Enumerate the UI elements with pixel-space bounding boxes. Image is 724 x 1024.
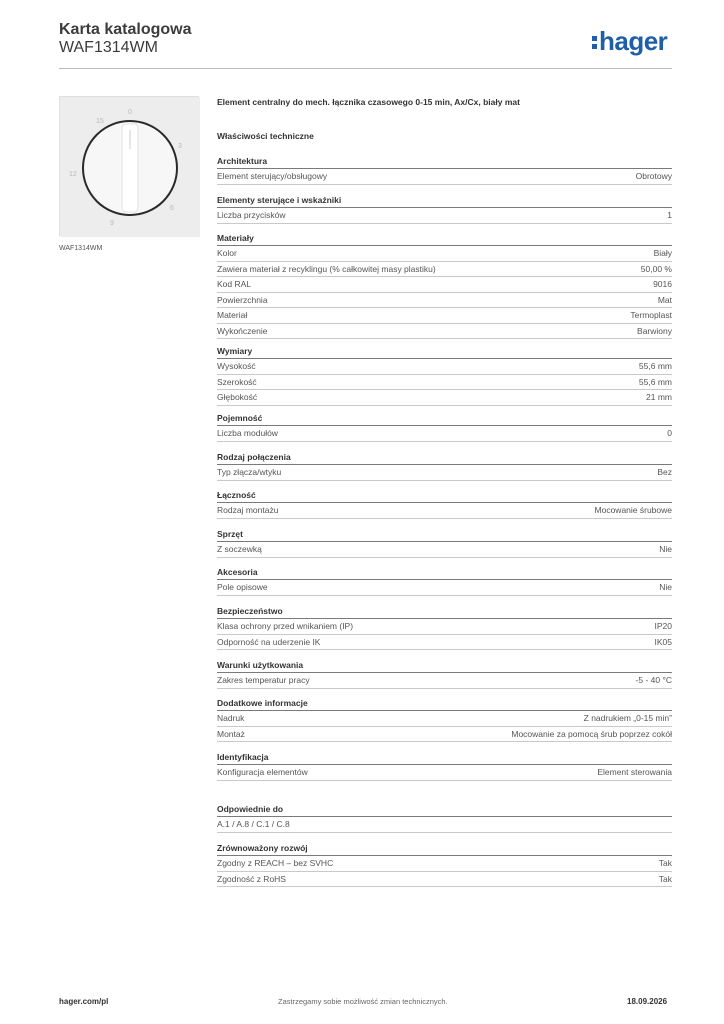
spec-label: Liczba modułów bbox=[217, 428, 278, 438]
spec-label: Montaż bbox=[217, 728, 245, 739]
section-title: Identyfikacja bbox=[217, 752, 269, 762]
spec-section bbox=[217, 803, 672, 833]
spec-label: Wysokość bbox=[217, 361, 256, 371]
spec-section bbox=[217, 155, 672, 185]
product-image bbox=[59, 96, 199, 236]
spec-value: 21 mm bbox=[646, 392, 672, 402]
logo-dots-icon bbox=[592, 35, 598, 51]
spec-value: Bez bbox=[657, 467, 672, 477]
spec-value: Biały bbox=[653, 248, 672, 258]
spec-row bbox=[217, 359, 672, 375]
spec-section bbox=[217, 489, 672, 519]
spec-label: Powierzchnia bbox=[217, 294, 268, 305]
spec-row bbox=[217, 580, 672, 596]
logo-text: hager bbox=[599, 26, 668, 56]
spec-label: Zgodność z RoHS bbox=[217, 873, 286, 884]
dial-label-0: 0 bbox=[128, 109, 132, 116]
spec-section bbox=[217, 528, 672, 558]
spec-label: Głębokość bbox=[217, 392, 258, 402]
spec-value: 50,00 % bbox=[640, 263, 672, 274]
spec-label: Kolor bbox=[217, 248, 237, 258]
spec-section bbox=[217, 232, 672, 339]
spec-value: IK05 bbox=[654, 636, 672, 647]
spec-label: Pole opisowe bbox=[217, 582, 268, 592]
dial-label-9: 9 bbox=[110, 220, 114, 227]
section-title: Rodzaj połączenia bbox=[217, 452, 291, 462]
spec-row bbox=[217, 246, 672, 262]
spec-value: Nie bbox=[659, 544, 672, 554]
spec-value: IP20 bbox=[654, 621, 672, 631]
section-title: Pojemność bbox=[217, 413, 263, 423]
header-divider bbox=[59, 68, 672, 69]
dial-label-15: 15 bbox=[96, 118, 104, 125]
spec-value: -5 - 40 °C bbox=[635, 675, 672, 685]
spec-row bbox=[217, 375, 672, 391]
spec-row bbox=[217, 169, 672, 185]
spec-value: Z nadrukiem „0-15 min” bbox=[583, 713, 672, 723]
spec-row bbox=[217, 208, 672, 224]
spec-label: Materiał bbox=[217, 310, 248, 320]
section-title: Dodatkowe informacje bbox=[217, 698, 308, 708]
footer-website: hager.com/pl bbox=[59, 997, 109, 1006]
spec-label: Szerokość bbox=[217, 376, 257, 387]
spec-value: Barwiony bbox=[637, 325, 672, 336]
spec-value: Termoplast bbox=[630, 310, 672, 320]
spec-section bbox=[217, 605, 672, 650]
spec-section bbox=[217, 697, 672, 742]
spec-label: Element sterujący/obsługowy bbox=[217, 171, 328, 181]
spec-label: Typ złącza/wtyku bbox=[217, 467, 282, 477]
spec-section bbox=[217, 659, 672, 689]
spec-label: Liczba przycisków bbox=[217, 210, 286, 220]
spec-section bbox=[217, 842, 672, 887]
spec-label: Konfiguracja elementów bbox=[217, 767, 308, 777]
spec-label: Zawiera materiał z recyklingu (% całkowitej masy plastiku) bbox=[217, 263, 436, 274]
footer-date: 18.09.2026 bbox=[627, 997, 668, 1006]
section-title: Akcesoria bbox=[217, 567, 258, 577]
section-title: Wymiary bbox=[217, 346, 253, 356]
spec-row bbox=[217, 765, 672, 781]
spec-label: Kod RAL bbox=[217, 279, 252, 289]
spec-value: Element sterowania bbox=[597, 767, 672, 777]
section-title: Materiały bbox=[217, 233, 254, 243]
spec-row bbox=[217, 324, 672, 340]
spec-row bbox=[217, 635, 672, 651]
spec-row bbox=[217, 619, 672, 635]
spec-value: 55,6 mm bbox=[638, 376, 672, 387]
spec-value: 55,6 mm bbox=[638, 361, 672, 371]
spec-row bbox=[217, 542, 672, 558]
spec-section bbox=[217, 451, 672, 481]
spec-label: Zakres temperatur pracy bbox=[217, 675, 310, 685]
section-title: Architektura bbox=[217, 156, 268, 166]
spec-row bbox=[217, 872, 672, 888]
spec-value: Tak bbox=[658, 873, 672, 884]
spec-label: Wykończenie bbox=[217, 325, 268, 336]
spec-section bbox=[217, 194, 672, 224]
spec-row bbox=[217, 390, 672, 406]
spec-section bbox=[217, 566, 672, 596]
spec-label: Nadruk bbox=[217, 713, 245, 723]
section-title: Zrównoważony rozwój bbox=[217, 843, 308, 853]
timer-dial-icon bbox=[60, 97, 200, 237]
spec-value: Obrotowy bbox=[635, 171, 672, 181]
spec-value: Tak bbox=[658, 858, 672, 868]
spec-row bbox=[217, 817, 672, 833]
spec-value: Nie bbox=[659, 582, 672, 592]
section-title: Warunki użytkowania bbox=[217, 660, 304, 670]
dial-label-3: 3 bbox=[178, 143, 182, 150]
spec-row bbox=[217, 426, 672, 442]
hager-logo bbox=[592, 26, 667, 57]
spec-row bbox=[217, 465, 672, 481]
spec-row bbox=[217, 262, 672, 278]
section-title: Odpowiednie do bbox=[217, 804, 284, 814]
header-title: Karta katalogowa bbox=[59, 21, 192, 38]
spec-value: Mocowanie za pomocą śrub poprzez cokół bbox=[511, 728, 672, 739]
spec-row bbox=[217, 727, 672, 743]
section-title: Łączność bbox=[217, 490, 256, 500]
spec-section bbox=[217, 412, 672, 442]
spec-row bbox=[217, 308, 672, 324]
spec-value: Mat bbox=[657, 294, 672, 305]
spec-section bbox=[217, 345, 672, 406]
spec-label: Rodzaj montażu bbox=[217, 505, 279, 515]
section-title: Bezpieczeństwo bbox=[217, 606, 283, 616]
spec-value: 0 bbox=[667, 428, 672, 438]
header-product-code: WAF1314WM bbox=[59, 39, 158, 56]
spec-label: Zgodny z REACH – bez SVHC bbox=[217, 858, 334, 868]
technical-properties-heading: Właściwości techniczne bbox=[217, 131, 314, 141]
spec-value: 9016 bbox=[653, 279, 672, 289]
spec-row bbox=[217, 673, 672, 689]
spec-row bbox=[217, 711, 672, 727]
spec-label: Klasa ochrony przed wnikaniem (IP) bbox=[217, 621, 354, 631]
dial-label-6: 6 bbox=[170, 205, 174, 212]
spec-label: A.1 / A.8 / C.1 / C.8 bbox=[217, 819, 290, 829]
spec-row bbox=[217, 503, 672, 519]
section-title: Sprzęt bbox=[217, 529, 243, 539]
product-title: Element centralny do mech. łącznika czasowego 0-15 min, Ax/Cx, biały mat bbox=[217, 97, 520, 107]
image-caption: WAF1314WM bbox=[59, 245, 103, 252]
spec-row bbox=[217, 277, 672, 293]
spec-value: 1 bbox=[667, 210, 672, 220]
spec-section bbox=[217, 751, 672, 781]
spec-value: Mocowanie śrubowe bbox=[594, 505, 672, 515]
footer-disclaimer: Zastrzegamy sobie możliwość zmian technicznych. bbox=[278, 997, 448, 1006]
spec-row bbox=[217, 293, 672, 309]
spec-label: Z soczewką bbox=[217, 544, 262, 554]
spec-row bbox=[217, 856, 672, 872]
section-title: Elementy sterujące i wskaźniki bbox=[217, 195, 342, 205]
dial-label-12: 12 bbox=[69, 171, 77, 178]
spec-label: Odporność na uderzenie IK bbox=[217, 636, 321, 647]
